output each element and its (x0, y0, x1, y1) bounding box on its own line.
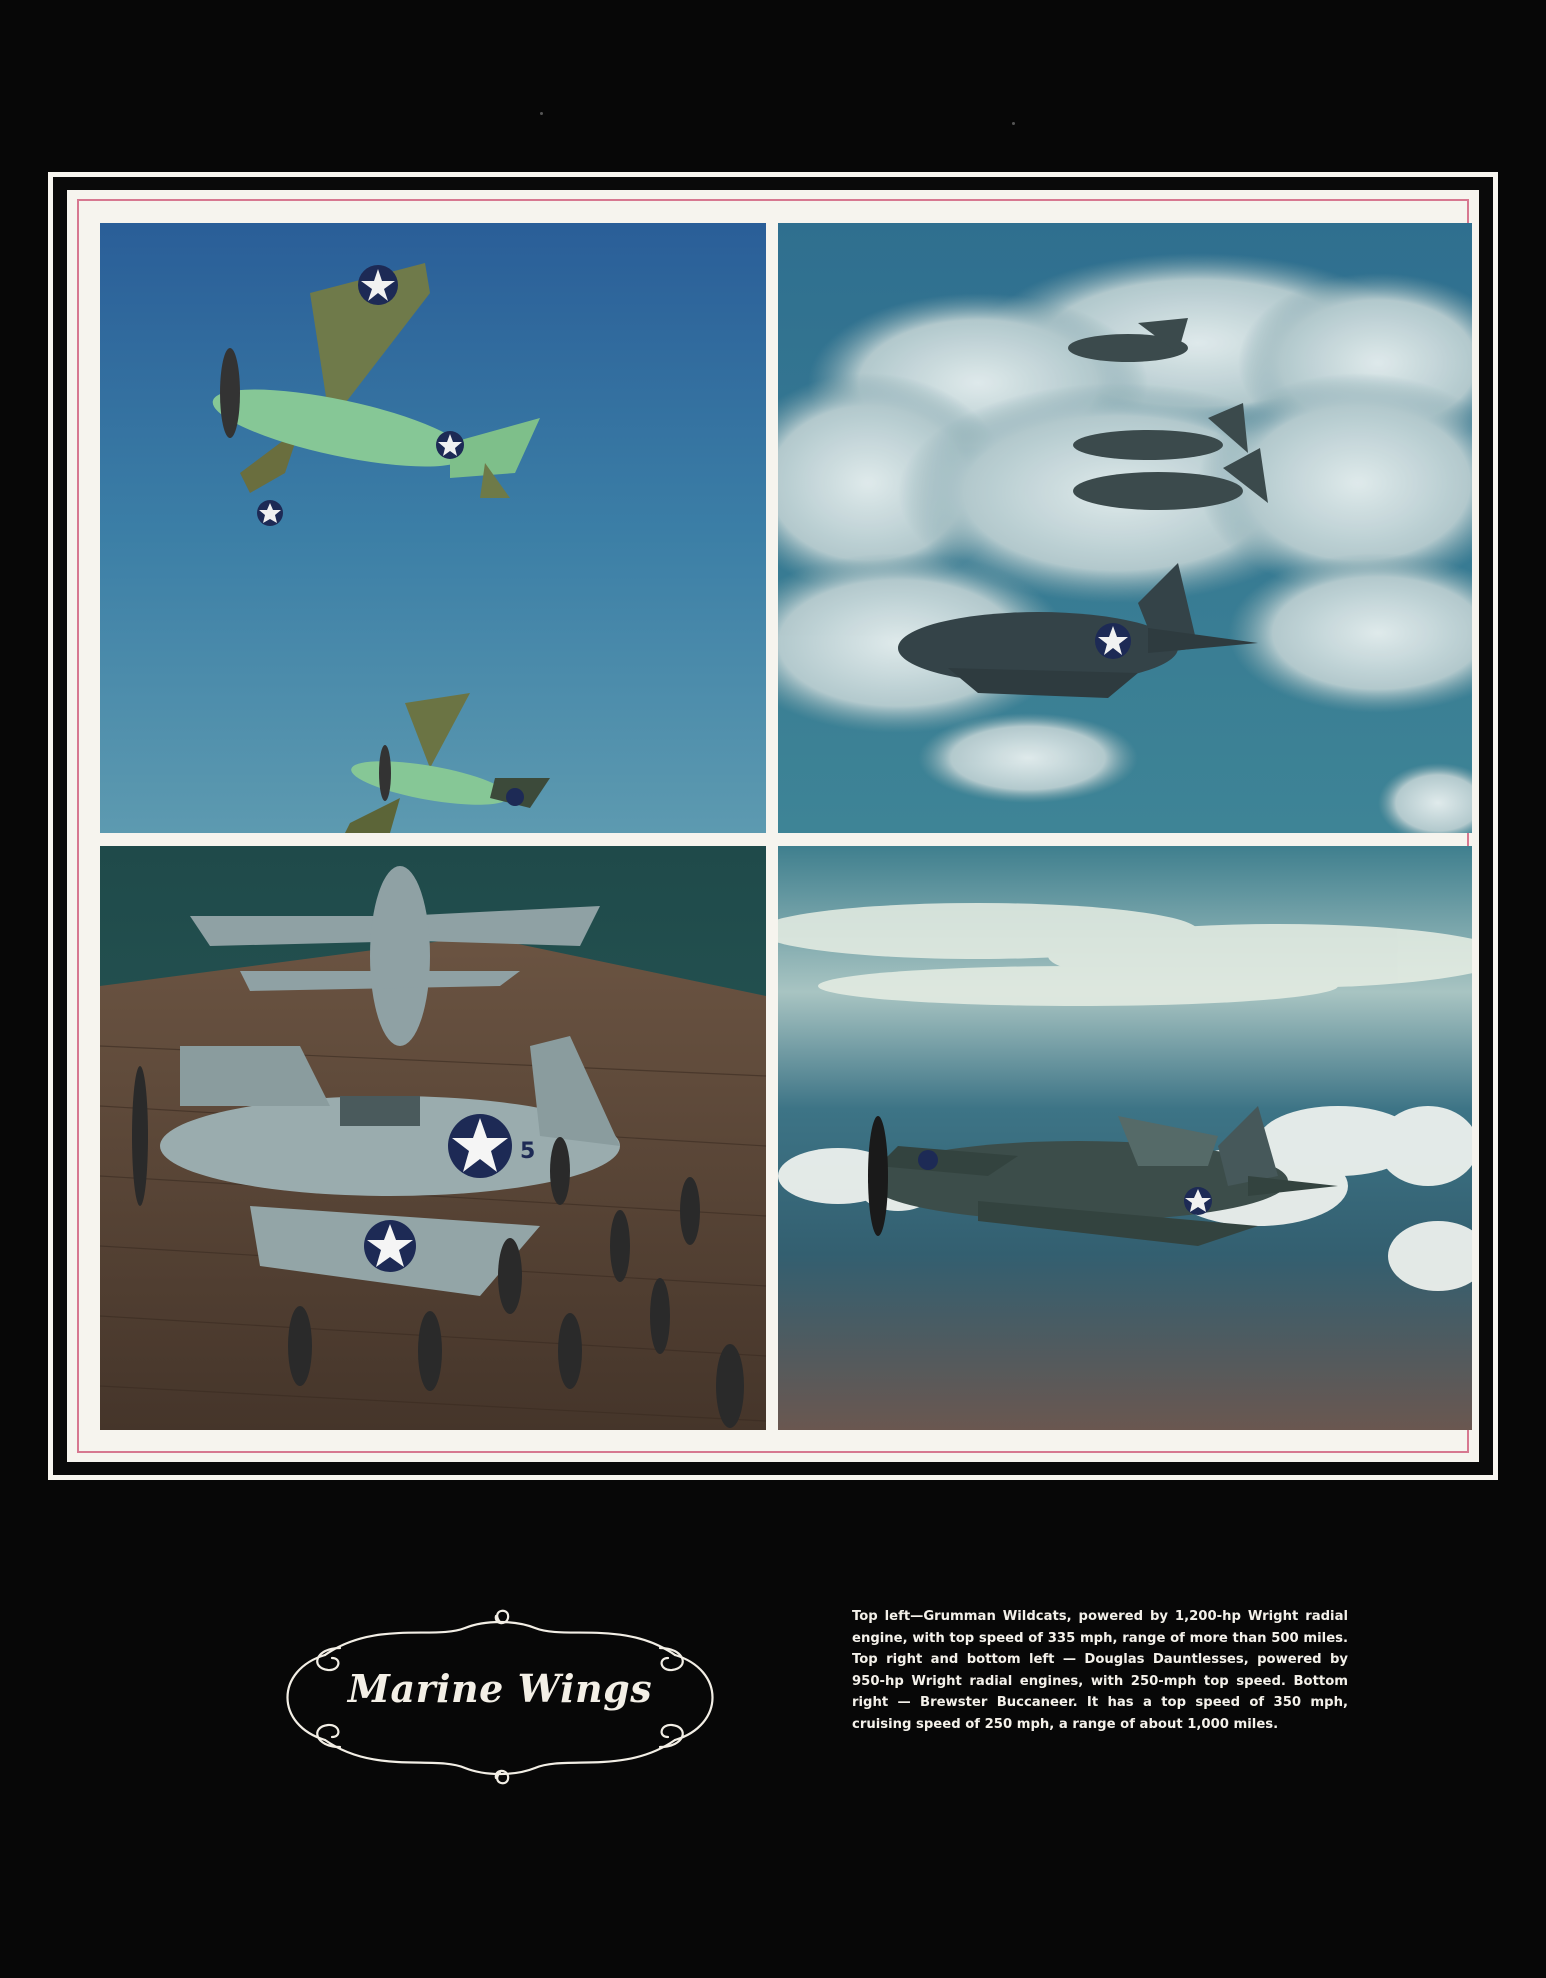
page-title: Marine Wings (347, 1666, 653, 1711)
photo-douglas-dauntless-formation (778, 223, 1472, 833)
photo-dauntless-carrier-deck (100, 846, 766, 1430)
title-cartouche (265, 1600, 735, 1795)
print-speck (540, 112, 543, 115)
aircraft-number: 5 (520, 1139, 536, 1164)
photo-brewster-buccaneer (778, 846, 1472, 1430)
photo-caption: Top left—Grumman Wildcats, powered by 1,200-hp Wright radial engine, with top speed of 335 mph, range of more than 500 miles. Top right and bottom left — Douglas Dauntlesses, powered by 950-hp Wright radial engines, with 250-mph top speed. Bottom right — Brewster Buccaneer. It has a top speed of 350 mph, cruising speed of 250 mph, a range of about 1,000 miles. (852, 1609, 1348, 1732)
photo-grumman-wildcats (100, 223, 766, 833)
print-speck (1012, 122, 1015, 125)
